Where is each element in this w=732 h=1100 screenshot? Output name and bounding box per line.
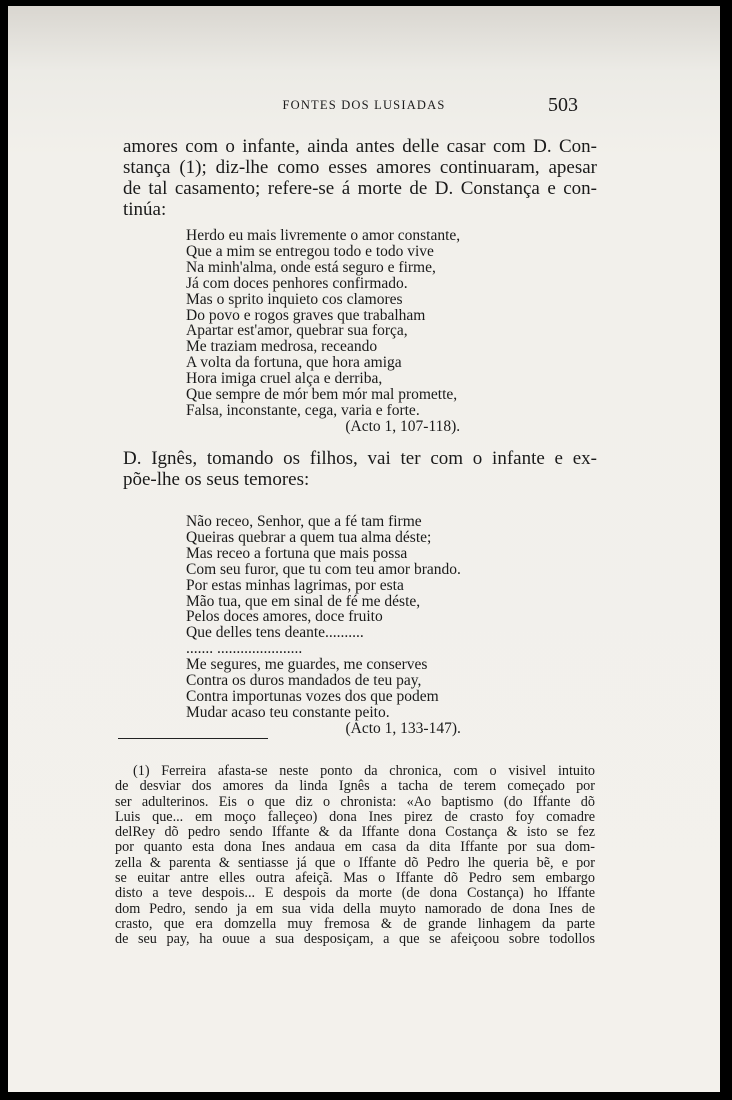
verse-quote-2 xyxy=(186,514,461,737)
footnote-line: delRey dõ pedro sendo Iffante & da Iffante dona Costança & isto se fez xyxy=(115,824,595,841)
verse-quote-1 xyxy=(186,228,460,435)
verse-line: Mas receo a fortuna que mais possa xyxy=(186,544,408,562)
verse-line: Não receo, Senhor, que a fé tam firme xyxy=(186,513,422,530)
verse-line: Contra os duros mandados de teu pay, xyxy=(186,672,422,690)
verse-line: Me segures, me guardes, me conserves xyxy=(186,656,428,674)
footnote-line: por quanto esta dona Ines andaua em casa da dita Iffante por sua dom- xyxy=(115,839,595,856)
verse-citation: (Acto 1, 133-147). xyxy=(345,719,461,737)
verse-line: Mas o sprito inquieto cos clamores xyxy=(186,290,403,308)
verse-line: Que a mim se entregou todo e todo vive xyxy=(186,242,434,260)
footnote-line: dom Pedro, sendo ja em sua vida della muyto namorado de dona Ines de xyxy=(115,900,595,917)
paragraph-ignes xyxy=(123,448,597,490)
verse-line: ....... ...................... xyxy=(186,640,303,658)
footnote-line: de seu pay, ha ouue a sua desposiçam, a que se afeiçoou sobre todollos xyxy=(115,931,595,948)
prose-line: D. Ignês, tomando os filhos, vai ter com o infante e ex- xyxy=(123,448,597,469)
verse-line: Apartar est'amor, quebrar sua força, xyxy=(186,322,408,340)
footnote-line: ser adulterinos. Eis o que diz o chronista: «Ao baptismo (do Iffante dõ xyxy=(115,793,595,810)
verse-line: Por estas minhas lagrimas, por esta xyxy=(186,576,404,594)
verse-line: Do povo e rogos graves que trabalham xyxy=(186,306,426,324)
verse-line: Contra importunas vozes dos que podem xyxy=(186,687,439,705)
verse-line: Me traziam medrosa, receando xyxy=(186,338,378,356)
verse-line: Mão tua, que em sinal de fé me déste, xyxy=(186,592,421,610)
verse-citation: (Acto 1, 107-118). xyxy=(345,417,461,435)
verse-line: A volta da fortuna, que hora amiga xyxy=(186,354,402,372)
verse-line: Na minh'alma, onde está seguro e firme, xyxy=(186,258,436,276)
verse-line: Que sempre de mór bem mór mal promette, xyxy=(186,386,458,404)
verse-line: Que delles tens deante.......... xyxy=(186,624,364,642)
prose-line: de tal casamento; refere-se á morte de D. Constança e con- xyxy=(123,178,597,199)
footnote-line: zella & parenta & sentiasse já que o Iffante dõ Pedro lhe queria bẽ, e por xyxy=(115,854,595,871)
verse-line: Já com doces penhores confirmado. xyxy=(186,274,408,292)
footnote-line: Luis que... em moço falleçeo) dona Ines pirez de crasto foy comadre xyxy=(115,808,595,825)
verse-line: Com seu furor, que tu com teu amor brando. xyxy=(186,560,461,578)
running-title: FONTES DOS LUSIADAS xyxy=(282,98,446,112)
prose-line: tinúa: xyxy=(123,199,167,220)
verse-line: Falsa, inconstante, cega, varia e forte. xyxy=(186,401,420,419)
page-number: 503 xyxy=(548,94,578,116)
verse-line: Herdo eu mais livremente o amor constante, xyxy=(186,227,461,244)
footnote-line: (1) Ferreira afasta-se neste ponto da chronica, com o visivel intuito xyxy=(133,763,595,779)
footnote-line: de desviar dos amores da linda Ignês a tacha de terem começado por xyxy=(115,778,595,795)
prose-line: põe-lhe os seus temores: xyxy=(123,469,310,490)
paragraph-intro xyxy=(123,136,597,220)
prose-line: amores com o infante, ainda antes delle casar com D. Con- xyxy=(123,136,597,157)
footnote-line: crasto, que era domzella muy fremosa & de grande linhagem da parte xyxy=(115,915,595,932)
page-header xyxy=(8,94,720,122)
verse-line: Queiras quebrar a quem tua alma déste; xyxy=(186,528,432,546)
verse-line: Hora imiga cruel alça e derriba, xyxy=(186,370,383,388)
footnote-line: se euitar antre elles outra afeiçã. Mas o Iffante dõ Pedro sem embargo xyxy=(115,870,595,887)
footnote-separator xyxy=(118,738,268,739)
verse-line: Pelos doces amores, doce fruito xyxy=(186,608,383,626)
footnote xyxy=(115,764,595,948)
book-page xyxy=(8,6,720,1092)
prose-line: stança (1); diz-lhe como esses amores continuaram, apesar xyxy=(123,157,597,178)
verse-line: Mudar acaso teu constante peito. xyxy=(186,703,390,721)
footnote-line: disto a teve despois... E despois da morte (de dona Costança) ho Iffante xyxy=(115,885,595,902)
